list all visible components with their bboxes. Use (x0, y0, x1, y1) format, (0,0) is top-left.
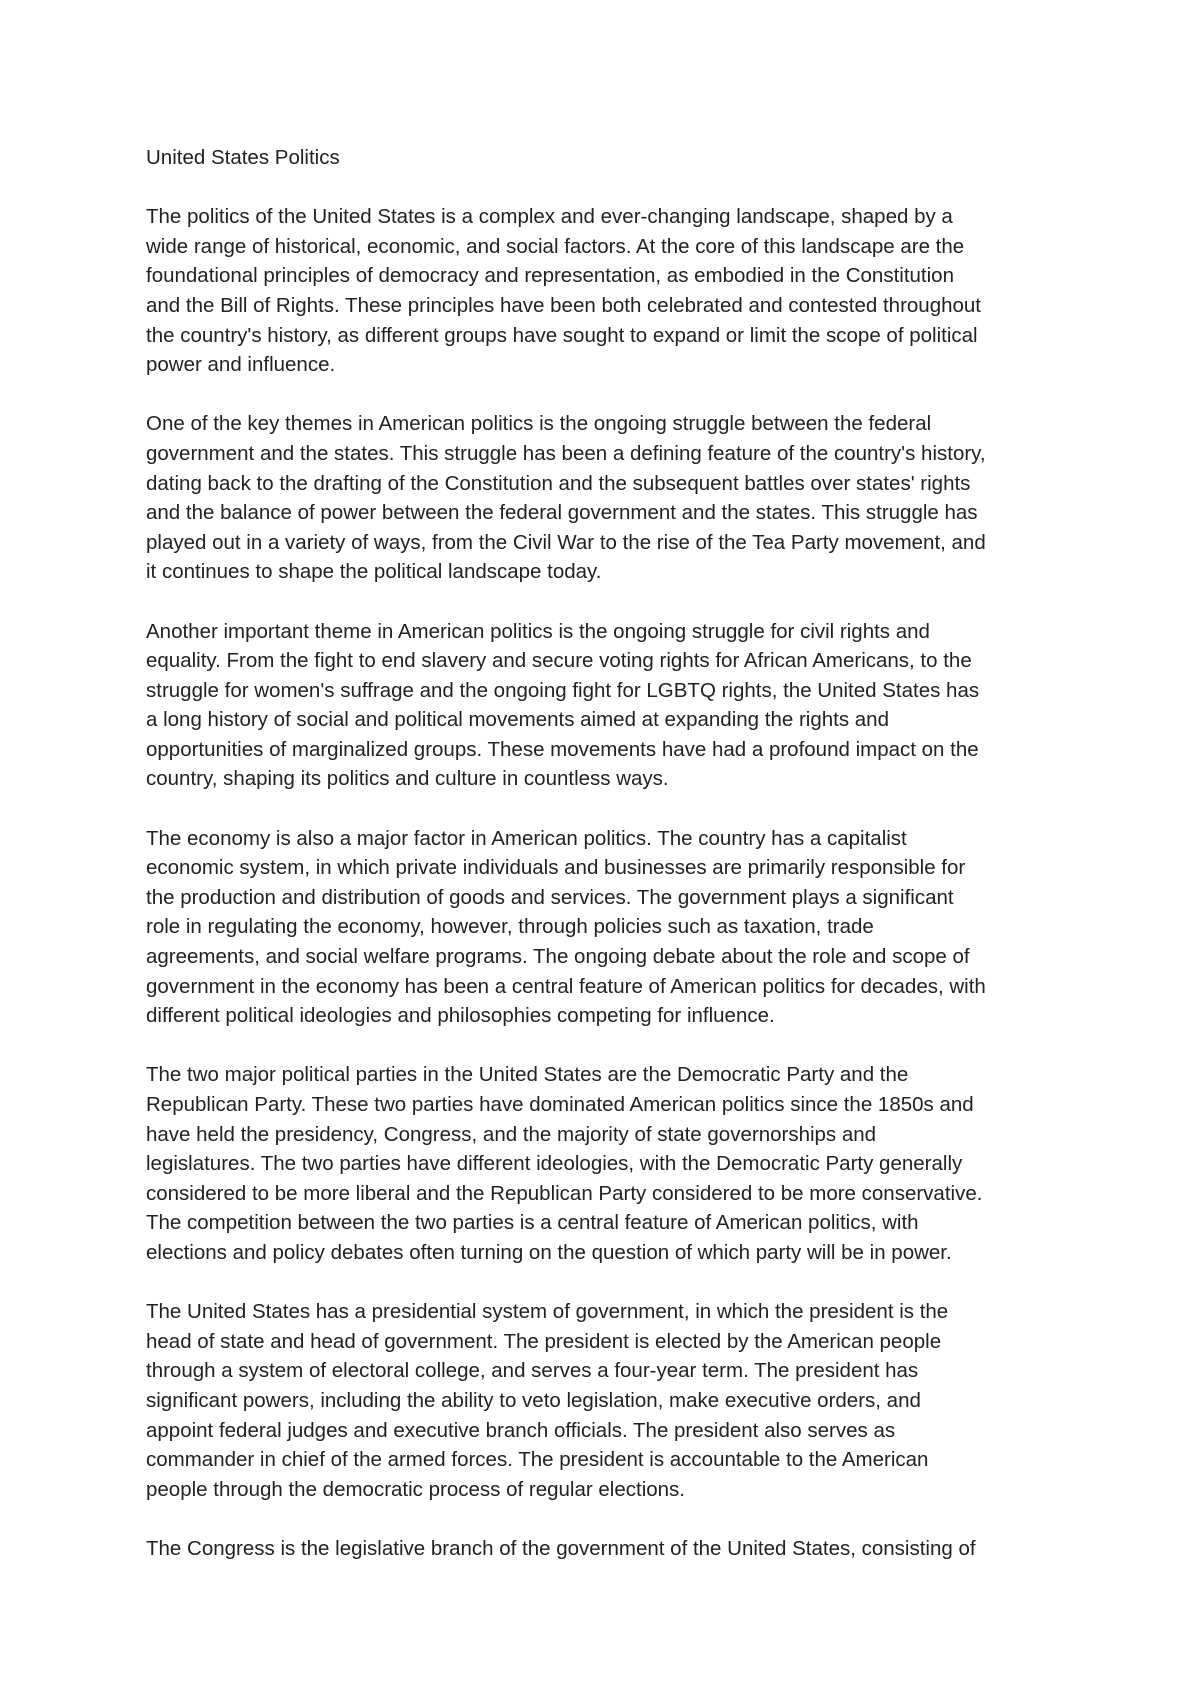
text-line: legislatures. The two parties have different ideologies, with the Democratic Party generally (146, 1152, 963, 1176)
text-line: dating back to the drafting of the Constitution and the subsequent battles over states' rights (146, 471, 971, 495)
text-line: foundational principles of democracy and representation, as embodied in the Constitution (146, 264, 954, 288)
paragraph (146, 824, 1066, 1031)
text-line: the production and distribution of goods and services. The government plays a significant (146, 885, 954, 909)
text-line: opportunities of marginalized groups. These movements have had a profound impact on the (146, 737, 979, 761)
text-line: appoint federal judges and executive branch officials. The president also serves as (146, 1418, 896, 1442)
text-line: the country's history, as different groups have sought to expand or limit the scope of political (146, 323, 978, 347)
text-line: people through the democratic process of regular elections. (146, 1477, 686, 1501)
text-line: agreements, and social welfare programs. The ongoing debate about the role and scope of (146, 945, 970, 969)
text-line: The politics of the United States is a complex and ever-changing landscape, shaped by a (146, 205, 953, 229)
paragraph (146, 1297, 1066, 1504)
text-line: The competition between the two parties is a central feature of American politics, with (146, 1211, 919, 1235)
text-line: significant powers, including the ability to veto legislation, make executive orders, and (146, 1388, 921, 1412)
paragraph (146, 202, 1066, 380)
paragraph (146, 1060, 1066, 1267)
paragraph (146, 1534, 1066, 1564)
text-line: played out in a variety of ways, from the Civil War to the rise of the Tea Party movement, and (146, 530, 986, 554)
paragraph (146, 617, 1066, 795)
text-line: struggle for women's suffrage and the ongoing fight for LGBTQ rights, the United States has (146, 678, 980, 702)
text-line: and the balance of power between the federal government and the states. This struggle has (146, 501, 978, 525)
text-line: through a system of electoral college, and serves a four-year term. The president has (146, 1359, 919, 1383)
text-line: government in the economy has been a central feature of American politics for decades, with (146, 974, 986, 998)
text-line: have held the presidency, Congress, and the majority of state governorships and (146, 1122, 877, 1146)
text-line: a long history of social and political movements aimed at expanding the rights and (146, 708, 889, 732)
text-line: One of the key themes in American politics is the ongoing struggle between the federal (146, 412, 932, 436)
paragraph (146, 409, 1066, 587)
text-line: economic system, in which private individuals and businesses are primarily responsible for (146, 856, 966, 880)
document-body (146, 143, 1066, 1593)
document-title: United States Politics (146, 146, 340, 169)
text-line: The United States has a presidential system of government, in which the president is the (146, 1300, 949, 1324)
text-line: different political ideologies and philosophies competing for influence. (146, 1004, 775, 1028)
text-line: The Congress is the legislative branch of the government of the United States, consisting of (146, 1536, 976, 1560)
text-line: power and influence. (146, 353, 336, 377)
text-line: elections and policy debates often turning on the question of which party will be in power. (146, 1240, 952, 1264)
paragraph-list (146, 202, 1066, 1563)
text-line: government and the states. This struggle has been a defining feature of the country's history, (146, 441, 986, 465)
text-line: it continues to shape the political landscape today. (146, 560, 602, 584)
text-line: Republican Party. These two parties have dominated American politics since the 1850s and (146, 1093, 974, 1116)
text-line: commander in chief of the armed forces. The president is accountable to the American (146, 1448, 929, 1472)
text-line: considered to be more liberal and the Republican Party considered to be more conservative. (146, 1181, 983, 1205)
text-line: The economy is also a major factor in American politics. The country has a capitalist (146, 826, 907, 850)
text-line: equality. From the fight to end slavery and secure voting rights for African Americans, to the (146, 649, 972, 673)
text-line: and the Bill of Rights. These principles have been both celebrated and contested throughout (146, 293, 981, 317)
text-line: wide range of historical, economic, and social factors. At the core of this landscape are the (146, 234, 965, 258)
text-line: The two major political parties in the United States are the Democratic Party and the (146, 1063, 909, 1087)
text-line: head of state and head of government. The president is elected by the American people (146, 1329, 942, 1353)
text-line: role in regulating the economy, however, through policies such as taxation, trade (146, 915, 874, 939)
text-line: country, shaping its politics and culture in countless ways. (146, 767, 669, 791)
text-line: Another important theme in American politics is the ongoing struggle for civil rights and (146, 619, 930, 643)
